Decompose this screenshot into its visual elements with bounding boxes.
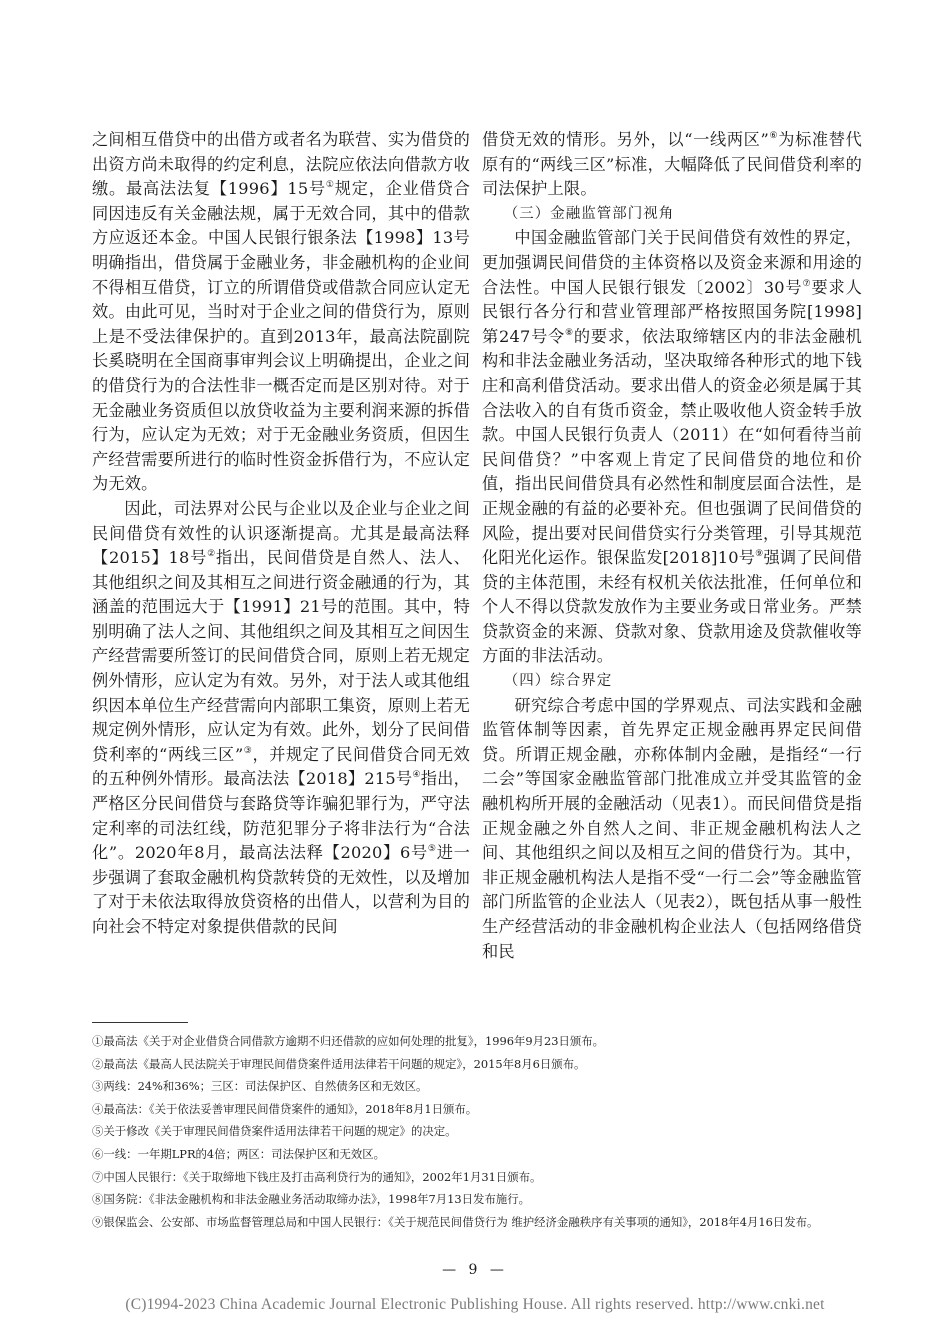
left-paragraph-1: 之间相互借贷中的出借方或者名为联营、实为借贷的出资方尚未取得的约定利息，法院应依法向借款方收缴。最高法法复【1996】15号①规定，企业借贷合同因违反有关金融法规，属于无效合同，其中的借款方应返还本金。中国人民银行银条法【1998】13号明确指出，借贷属于金融业务，非金融机构的企业间不得相互借贷，订立的所谓借贷或借款合同应认定无效。由此可见，当时对于企业之间的借贷行为，原则上是不受法律保护的。直到2013年，最高法院副院长奚晓明在全国商事审判会议上明确提出，企业之间的借贷行为的合法性非一概否定而是区别对待。对于无金融业务资质但以放贷收益为主要利润来源的拆借行为，应认定为无效；对于无金融业务资质，但因生产经营需要所进行的临时性资金拆借行为，不应认定为无效。: [92, 130, 470, 494]
right-paragraph-3: 研究综合考虑中国的学界观点、司法实践和金融监管体制等因素，首先界定正规金融再界定民间借贷。所谓正规金融，亦称体制内金融，是指经“一行二会”等国家金融监管部门批准成立并受其监管的金融机构所开展的金融活动（见表1）。而民间借贷是指正规金融之外自然人之间、非正规金融机构法人之间、其他组织之间以及相互之间的借贷行为。其中，非正规金融机构法人是指不受“一行二会”等金融监管部门所监管的企业法人（见表2），既包括从事一般性生产经营活动的非金融机构企业法人（包括网络借贷和民: [482, 695, 862, 961]
footnote-ref-4[interactable]: ④: [412, 770, 421, 781]
copyright-footer: (C)1994-2023 China Academic Journal Electronic Publishing House. All rights reserved. http://www.cnki.net: [125, 1296, 825, 1313]
page-number: — 9 —: [442, 1262, 508, 1278]
footnote-9: ⑨银保监会、公安部、市场监督管理总局和中国人民银行：《关于规范民间借贷行为 维护经济金融秩序有关事项的通知》，2018年4月16日发布。: [92, 1214, 819, 1229]
footnote-ref-9[interactable]: ⑨: [755, 549, 764, 560]
footnote-5: ⑤关于修改《关于审理民间借贷案件适用法律若干问题的规定》的决定。: [92, 1124, 457, 1139]
right-paragraph-1: 借贷无效的情形。另外，以“一线两区”⑥为标准替代原有的“两线三区”标准，大幅降低了民间借贷利率的司法保护上限。: [482, 130, 863, 199]
footnote-ref-6[interactable]: ⑥: [769, 131, 779, 141]
section-heading-3: （三）金融监管部门视角: [503, 205, 675, 222]
footnotes: [92, 1030, 864, 1233]
footnote-ref-3[interactable]: ③: [243, 745, 253, 756]
section-heading-4: （四）综合界定: [503, 673, 613, 690]
footnote-ref-5[interactable]: ⑤: [427, 844, 437, 855]
footnote-ref-8[interactable]: ⑧: [565, 327, 574, 338]
left-paragraph-2: 因此，司法界对公民与企业以及企业与企业之间民间借贷有效性的认识逐渐提高。尤其是最高法释【2015】18号②指出，民间借贷是自然人、法人、其他组织之间及其相互之间进行资金融通的行为，其涵盖的范围远大于【1991】21号的范围。其中，特别明确了法人之间、其他组织之间及其相互之间因生产经营需要所签订的民间借贷合同，原则上若无规定例外情形，应认定为有效。另外，对于法人或其他组织因本单位生产经营需向内部职工集资，原则上若无规定例外情形，应认定为有效。此外，划分了民间借贷利率的“两线三区”③，并规定了民间借贷合同无效的五种例外情形。最高法法【2018】215号④指出，严格区分民间借贷与套路贷等诈骗犯罪行为，严守法定利率的司法红线，防范犯罪分子将非法行为“合法化”。2020年8月，最高法法释【2020】6号⑤进一步强调了套取金融机构贷款转贷的无效性，以及增加了对于未依法取得放贷资格的出借人，以营利为目的向社会不特定对象提供借款的民间: [92, 498, 470, 936]
footnote-2: ②最高法《最高人民法院关于审理民间借贷案件适用法律若干问题的规定》，2015年8月6日颁布。: [92, 1056, 586, 1071]
left-column: [92, 128, 470, 940]
right-paragraph-2: 中国金融监管部门关于民间借贷有效性的界定，更加强调民间借贷的主体资格以及资金来源和用途的合法性。中国人民银行银发〔2002〕30号⑦要求人民银行各分行和营业管理部严格按照国务院[1998]第247号令⑧的要求，依法取缔辖区内的非法金融机构和非法金融业务活动，坚决取缔各种形式的地下钱庄和高利借贷活动。要求出借人的资金必须是属于其合法收入的自有货币资金，禁止吸收他人资金转手放款。中国人民银行负责人（2011）在“如何看待当前民间借贷？”中客观上肯定了民间借贷的地位和价值，指出民间借贷具有必然性和制度层面合法性，是正规金融的有益的必要补充。但也强调了民间借贷的风险，提出要对民间借贷实行分类管理，引导其规范化阳光化运作。银保监发[2018]10号⑨强调了民间借贷的主体范围，未经有权机关依法批准，任何单位和个人不得以贷款发放作为主要业务或日常业务。严禁贷款资金的来源、贷款对象、贷款用途及贷款催收等方面的非法活动。: [482, 228, 862, 666]
footnote-3: ③两线：24%和36%；三区：司法保护区、自然债务区和无效区。: [92, 1079, 428, 1094]
footnote-ref-7[interactable]: ⑦: [802, 278, 812, 289]
footnote-ref-1[interactable]: ①: [325, 180, 335, 191]
footnote-divider: [92, 1022, 188, 1023]
footnote-8: ⑧国务院：《非法金融机构和非法金融业务活动取缔办法》，1998年7月13日发布施行。: [92, 1192, 531, 1207]
footnote-1: ①最高法《关于对企业借贷合同借款方逾期不归还借款的应如何处理的批复》，1996年9月23日颁布。: [92, 1034, 605, 1048]
footnote-ref-2[interactable]: ②: [207, 549, 216, 560]
footnote-4: ④最高法：《关于依法妥善审理民间借贷案件的通知》，2018年8月1日颁布。: [92, 1101, 478, 1116]
footnote-7: ⑦中国人民银行：《关于取缔地下钱庄及打击高利贷行为的通知》，2002年1月31日颁布。: [92, 1169, 542, 1184]
right-column: [482, 128, 862, 964]
footnote-6: ⑥一线：一年期LPR的4倍；两区：司法保护区和无效区。: [92, 1146, 386, 1161]
